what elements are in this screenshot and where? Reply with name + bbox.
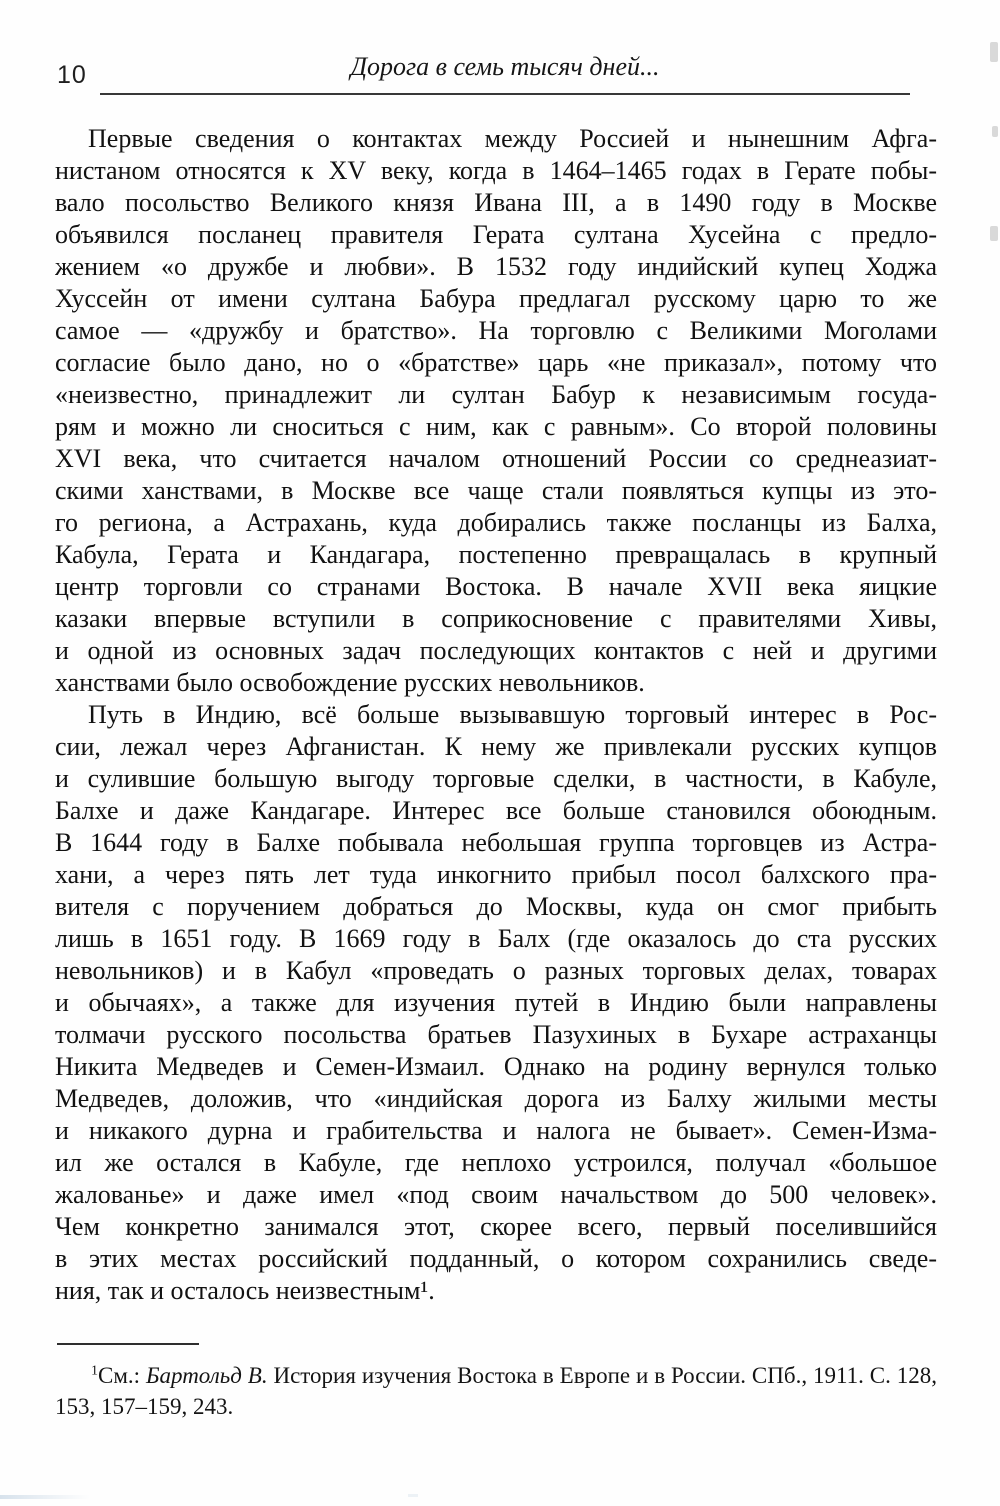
text-line: жением «о дружбе и любви». В 1532 году индийский купец Ходжа xyxy=(55,252,937,281)
page-number: 10 xyxy=(57,61,87,89)
text-line: хани, а через пять лет туда инкогнито прибыл посол балхского пра- xyxy=(55,860,937,889)
text-line: невольников) и в Кабул «проведать о разных торговых делах, товарах xyxy=(55,956,937,985)
text-line: толмачи русского посольства братьев Пазухиных в Бухаре астраханцы xyxy=(55,1020,937,1049)
text-line: Кабула, Герата и Кандагара, постепенно превращалась в крупный xyxy=(55,540,937,569)
text-line: нистаном относятся к XV веку, когда в 1464–1465 годах в Герате побы- xyxy=(55,156,937,185)
text-line: ния, так и осталось неизвестным¹. xyxy=(55,1276,435,1305)
text-line: Путь в Индию, всё больше вызывавшую торговый интерес в Рос- xyxy=(88,700,937,729)
footnote-line: 153, 157–159, 243. xyxy=(55,1394,234,1419)
running-title: Дорога в семь тысяч дней... xyxy=(350,52,660,81)
text-line: объявился посланец правителя Герата султана Хусейна с предло- xyxy=(55,220,937,249)
footnote-see: См.: xyxy=(98,1363,146,1388)
text-line: и обычаях», а также для изучения путей в Индию были направлены xyxy=(55,988,937,1017)
text-line: центр торговли со странами Востока. В начале XVII века яицкие xyxy=(55,572,937,601)
text-line: Первые сведения о контактах между Россией и нынешним Афга- xyxy=(88,124,937,153)
text-line: вителя с поручением добраться до Москвы, куда он смог прибыть xyxy=(55,892,937,921)
text-line: «неизвестно, принадлежит ли султан Бабур к независимым госуда- xyxy=(55,380,937,409)
text-line: Чем конкретно занимался этот, скорее всего, первый поселившийся xyxy=(55,1212,937,1241)
text-line: сии, лежал через Афганистан. К нему же привлекали русских купцов xyxy=(55,732,937,761)
text-line: лишь в 1651 году. В 1669 году в Балх (где оказалось до ста русских xyxy=(55,924,937,953)
text-line: казаки впервые вступили в соприкосновение с правителями Хивы, xyxy=(55,604,937,633)
footnote xyxy=(55,1360,937,1422)
text-line: жалованье» и даже имел «под своим начальством до 500 человек». xyxy=(55,1180,937,1209)
text-line: скими ханствами, в Москве все чаще стали появляться купцы из это- xyxy=(55,476,937,505)
text-line: В 1644 году в Балхе побывала небольшая группа торговцев из Астра- xyxy=(55,828,937,857)
footnote-marker: 1 xyxy=(91,1363,98,1379)
text-line: и одной из основных задач последующих контактов с ней и другими xyxy=(55,636,937,665)
text-line: рям и можно ли сноситься с ним, как с равным». Со второй половины xyxy=(55,412,937,441)
text-line: Никита Медведев и Семен-Измаил. Однако на родину вернулся только xyxy=(55,1052,937,1081)
footnote-rule xyxy=(57,1343,199,1345)
scan-artifact xyxy=(990,226,998,241)
text-line: Балхе и даже Кандагаре. Интерес все больше становился обоюдным. xyxy=(55,796,937,825)
scan-artifact xyxy=(408,1494,418,1497)
text-block xyxy=(55,123,937,1307)
footnote-line xyxy=(55,1360,937,1391)
footnote-author: Бартольд В. xyxy=(145,1363,268,1388)
text-line: вало посольство Великого князя Ивана III, а в 1490 году в Москве xyxy=(55,188,937,217)
text-line: Хуссейн от имени султана Бабура предлагал русскому царю то же xyxy=(55,284,937,313)
scan-artifact xyxy=(0,1495,90,1499)
text-line: и никакого дурна и грабительства и налога не бывает». Семен-Изма- xyxy=(55,1116,937,1145)
text-line: Медведев, доложив, что «индийская дорога из Балху жилыми месты xyxy=(55,1084,937,1113)
text-line: XVI века, что считается началом отношений России со среднеазиат- xyxy=(55,444,937,473)
text-line: ил же остался в Кабуле, где неплохо устроился, получал «большое xyxy=(55,1148,937,1177)
text-line: и сулившие большую выгоду торговые сделки, в частности, в Кабуле, xyxy=(55,764,937,793)
text-line: го региона, а Астрахань, куда добирались также посланцы из Балха, xyxy=(55,508,937,537)
text-line: ханствами было освобождение русских невольников. xyxy=(55,668,645,697)
text-line: согласие было дано, но о «братстве» царь «не приказал», потому что xyxy=(55,348,937,377)
scan-artifact xyxy=(990,42,998,62)
scan-artifact xyxy=(992,126,998,137)
footnote-citation: История изучения Востока в Европе и в России. СПб., 1911. С. 128, xyxy=(267,1363,937,1388)
text-line: самое — «дружбу и братство». На торговлю с Великими Моголами xyxy=(55,316,937,345)
header-rule xyxy=(100,93,910,95)
text-line: в этих местах российский подданный, о котором сохранились сведе- xyxy=(55,1244,937,1273)
